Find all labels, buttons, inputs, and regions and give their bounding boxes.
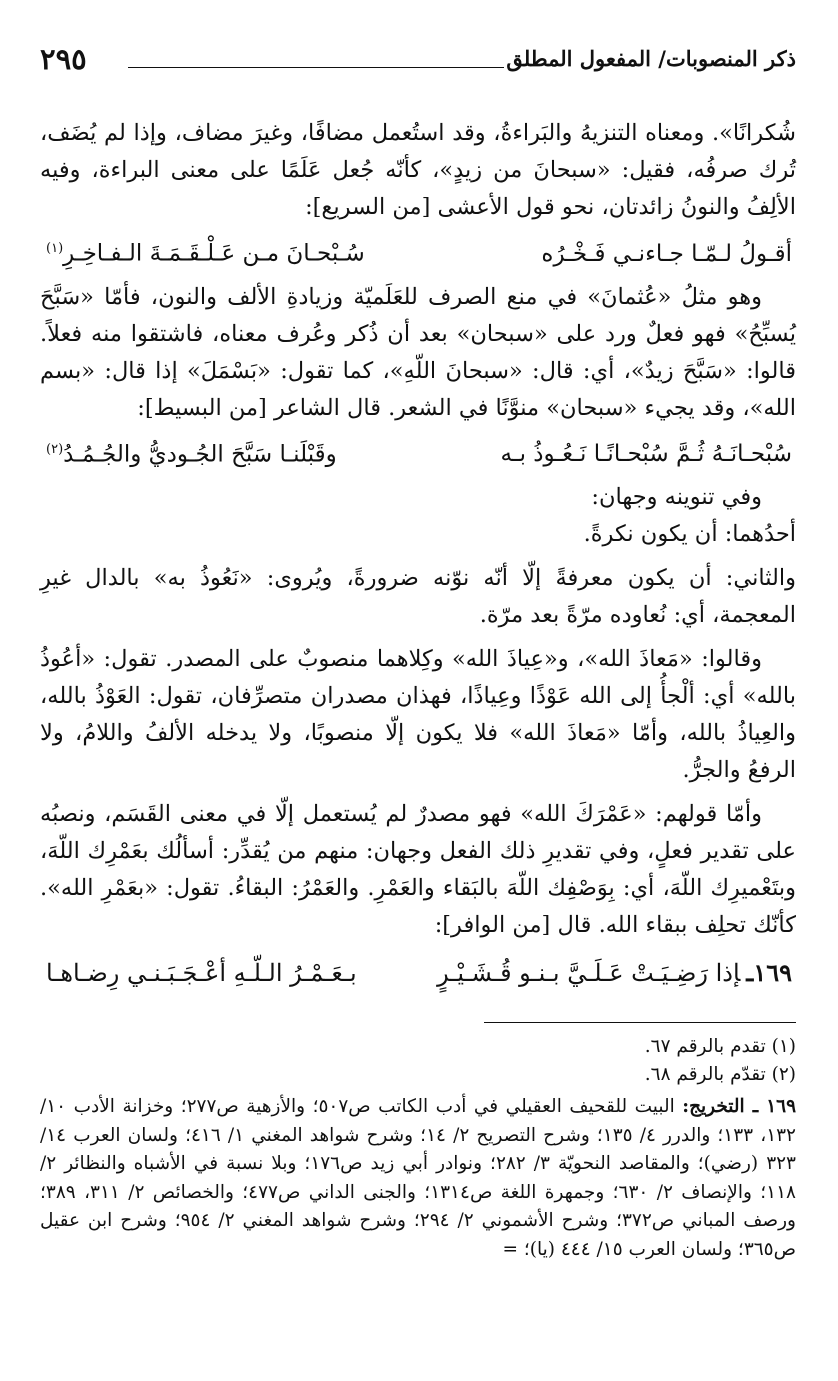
verse-hemistich: وقَبْلَنـا سَبَّحَ الجُـوديُّ والجُـمُـدُ$^{(٢)}$ xyxy=(46,441,337,468)
takhrij-label: ١٦٩ ـ التخريج: xyxy=(682,1096,797,1118)
verse-line xyxy=(40,954,796,992)
paragraph: شُكرانًا». ومعناه التنزيهُ والبَراءةُ، وقد استُعمل مضافًا، وغيرَ مضاف، وإذا لم يُضَف، تُرك صرفُه، فقيل: «سبحانَ من زيدٍ»، كأنّه جُعل عَلَمًا على معنى البراءة، وفيه الألِفُ والنونُ زائدتان، نحو قول الأعشى [من السريع]: xyxy=(40,120,796,220)
footnote: (١) تقدم بالرقم ٦٧. xyxy=(644,1036,796,1058)
footnote-marker: (٢) xyxy=(46,441,64,457)
verse-hemistich: ١٦٩ـإذا رَضِـيَـتْ عَـلَـيَّ بـنـو قُـشَـيْـرٍ xyxy=(437,958,792,988)
verse-hemistich: سُـبْحـانَ مـن عَـلْـقَـمَـةَ الـفـاخِـرِ$^{(١)}$ xyxy=(46,240,365,267)
footnote-rule xyxy=(484,1022,796,1023)
paragraph: والثاني: أن يكون معرفةً إلّا أنّه نوّنه ضرورةً، ويُروى: «نَعُوذُ به» بالدال غيرِ المعجمة، أي: نُعاوده مرّةً بعد مرّة. xyxy=(40,565,796,629)
takhrij-footnote xyxy=(40,1093,796,1264)
verse-hemistich: بـعَـمْـرُ الـلّـهِ أعْـجَـبَـنـي رِضـاهـا xyxy=(46,959,357,988)
paragraph: أحدُهما: أن يكون نكرةً. xyxy=(583,521,796,548)
footnote-marker: (١) xyxy=(46,241,64,256)
verse-line xyxy=(40,230,796,273)
verse-hemistich: سُبْحـانَـهُ ثُـمَّ سُبْحـانًـا نَـعُـوذُ بـه xyxy=(500,441,792,468)
chapter-title: ذكر المنصوبات/ المفعول المطلق xyxy=(506,46,796,71)
paragraph: وهو مثلُ «عُثمانَ» في منع الصرف للعَلَميّة وزيادةِ الألف والنون، فأمّا «سَبَّحَ يُسبِّحُ» فهو فعلٌ ورد على «سبحان» بعد أن ذُكر وعُرف معناه، فاشتقوا منه فعلاً. قالوا: «سَبَّحَ زيدٌ»، أي: قال: «سبحانَ اللّهِ»، كما تقول: «بَسْمَلَ» إذا قال: «بسم الله»، وقد يجيء «سبحان» منوَّنًا في الشعر. قال الشاعر [من البسيط]: xyxy=(40,283,796,421)
paragraph: وأمّا قولهم: «عَمْرَكَ الله» فهو مصدرٌ لم يُستعمل إلّا في معنى القَسَم، ونصبُه على تقدير فعلٍ، وفي تقديرِ ذلك الفعل وجهان: منهم من يُقدِّر: أسألُك بعَمْرِك اللّهَ، وبتَعْميرِك اللّهَ، أي: بِوَصْفِك اللّهَ بالبَقاء والعَمْرِ. والعَمْرُ: البقاءُ. تقول: «بعَمْرِ الله». كأنّك تحلِف ببقاء الله. قال [من الوافر]: xyxy=(40,801,796,939)
verse-number: ١٦٩ـ xyxy=(746,958,792,988)
running-header xyxy=(40,38,796,78)
takhrij-text: البيت للقحيف العقيلي في أدب الكاتب ص٥٠٧؛ والأزهية ص٢٧٧؛ وخزانة الأدب ١٠/ ١٣٢، ١٣٣؛ والدرر ٤/ ١٣٥؛ وشرح التصريح ٢/ ١٤؛ وشرح شواهد المغني ١/ ٤١٦؛ ولسان العرب ١٤/ ٣٢٣ (رضي)؛ والمقاصد النحويّة ٣/ ٢٨٢؛ ونوادر أبي زيد ص١٧٦؛ وبلا نسبة في الأشباه والنظائر ٢/ ١١٨؛ والإنصاف ٢/ ٦٣٠؛ وجمهرة اللغة ص١٣١٤؛ والجنى الداني ص٤٧٧؛ والخصائص ٢/ ٣١١، ٣٨٩؛ ورصف المباني ص٣٧٢؛ وشرح الأشموني ٢/ ٢٩٤؛ وشرح شواهد المغني ٢/ ٩٥٤؛ وشرح ابن عقيل ص٣٦٥؛ ولسان العرب ١٥/ ٤٤٤ (يا)؛ = xyxy=(40,1096,796,1260)
verse-hemistich: أقـولُ لـمّـا جـاءنـي فَـخْـرُه xyxy=(541,240,792,267)
paragraph: وقالوا: «مَعاذَ الله»، و«عِياذَ الله» وكِلاهما منصوبٌ على المصدر. تقول: «أعُوذُ بالله» أي: ألْجأُ إلى الله عَوْذًا وعِياذًا، فهذان مصدران متصرِّفان، تقول: العَوْذُ بالله، والعِياذُ بالله، وأمّا «مَعاذَ الله» فلا يكون إلّا منصوبًا، ولا يدخله الألفُ واللامُ، ولا الرفعُ والجرُّ. xyxy=(40,646,796,784)
main-text xyxy=(40,115,796,992)
footnote: (٢) تقدّم بالرقم ٦٨. xyxy=(644,1064,796,1086)
verse-line xyxy=(40,431,796,474)
header-rule xyxy=(128,67,504,68)
paragraph: وفي تنوينه وجهان: xyxy=(591,484,762,511)
page-number: ٢٩٥ xyxy=(40,42,87,76)
